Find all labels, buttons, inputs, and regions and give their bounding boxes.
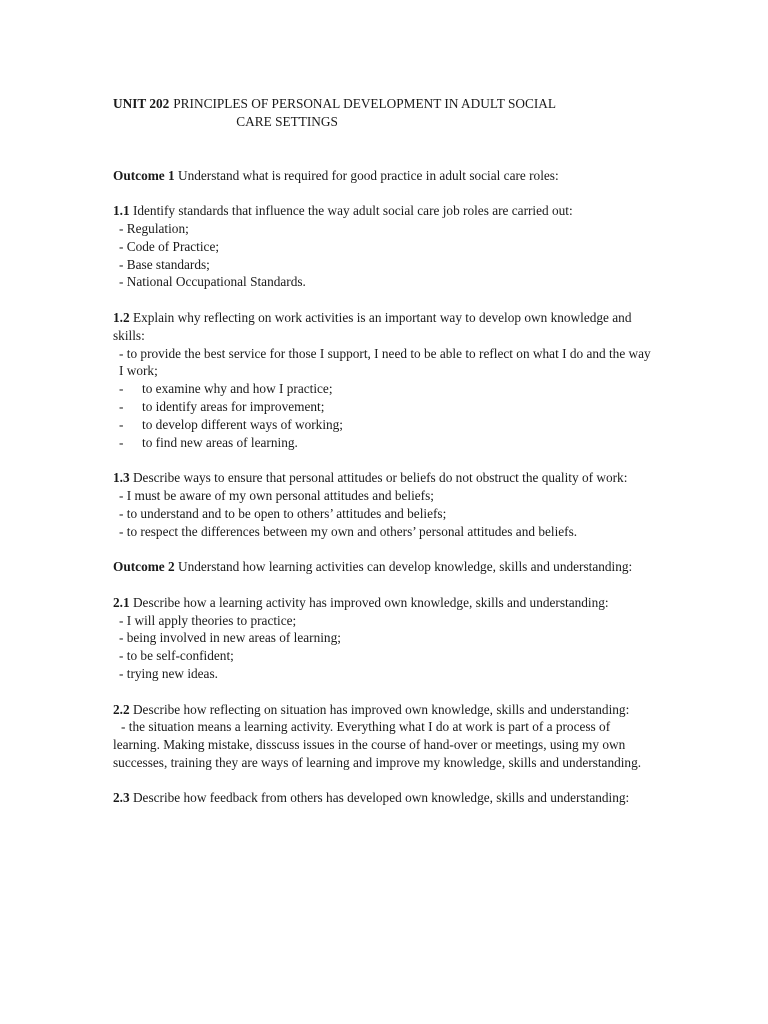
section-1-3-number: 1.3 — [113, 470, 130, 486]
unit-title — [113, 95, 653, 131]
list-item: - trying new ideas. — [119, 665, 218, 681]
outcome-1-text: Understand what is required for good practice in adult social care roles: — [178, 167, 559, 183]
unit-code: UNIT 202 — [113, 96, 170, 111]
outcome-2-label: Outcome 2 — [113, 559, 175, 575]
section-2-2-text: Describe how reflecting on situation has improved own knowledge, skills and understanding: — [132, 701, 630, 717]
list-item: - to understand and to be open to others’ attitudes and beliefs; — [119, 505, 447, 521]
unit-title-line2: CARE SETTINGS — [236, 113, 338, 129]
list-item: - being involved in new areas of learning; — [119, 630, 341, 646]
list-item — [113, 398, 653, 416]
section-1-2-number: 1.2 — [113, 309, 130, 325]
outcome-2-heading — [113, 558, 653, 576]
list-item-text: to examine why and how I practice; — [142, 381, 333, 397]
list-item: - Base standards; — [119, 256, 210, 272]
section-1-3 — [113, 469, 653, 540]
section-1-1 — [113, 202, 653, 291]
outcome-1-heading — [113, 167, 653, 185]
section-2-3-number: 2.3 — [113, 790, 130, 806]
section-2-1-number: 2.1 — [113, 594, 130, 610]
section-2-2-number: 2.2 — [113, 701, 130, 717]
document-page — [113, 95, 653, 825]
section-2-2 — [113, 701, 653, 772]
list-item: - Code of Practice; — [119, 238, 220, 254]
section-1-1-number: 1.1 — [113, 203, 130, 219]
list-item: - to respect the differences between my own and others’ personal attitudes and beliefs. — [119, 523, 578, 539]
list-item-text: to identify areas for improvement; — [142, 398, 325, 414]
section-1-1-heading — [113, 202, 653, 220]
unit-title-line1: PRINCIPLES OF PERSONAL DEVELOPMENT IN ADULT SOCIAL — [173, 96, 556, 111]
outcome-2-text: Understand how learning activities can develop knowledge, skills and understanding: — [178, 559, 633, 575]
section-2-1-text: Describe how a learning activity has improved own knowledge, skills and understanding: — [132, 594, 609, 610]
section-2-3-heading — [113, 789, 653, 807]
list-item: - to be self-confident; — [119, 648, 234, 664]
section-1-3-heading — [113, 469, 653, 487]
unit-title-text — [169, 95, 613, 131]
section-2-3-text: Describe how feedback from others has developed own knowledge, skills and understanding: — [132, 790, 630, 806]
list-item-text: to develop different ways of working; — [142, 416, 344, 432]
section-1-2-heading — [113, 309, 653, 345]
outcome-1-label: Outcome 1 — [113, 167, 175, 183]
list-dash: - — [119, 398, 124, 414]
list-item: - I will apply theories to practice; — [119, 612, 297, 628]
list-dash: - — [119, 434, 124, 450]
list-item — [113, 434, 653, 452]
section-2-1-heading — [113, 594, 653, 612]
section-1-2-text: Explain why reflecting on work activities is an important way to develop own knowledge and skills: — [113, 309, 632, 343]
section-1-2-intro: - to provide the best service for those I support, I need to be able to reflect on what I do and the way I work; — [119, 345, 651, 379]
section-2-1 — [113, 594, 653, 683]
list-dash: - — [119, 381, 124, 397]
list-item — [113, 416, 653, 434]
list-item-text: to find new areas of learning. — [142, 434, 298, 450]
list-item: - Regulation; — [119, 220, 189, 236]
list-item: - National Occupational Standards. — [119, 274, 306, 290]
section-2-3 — [113, 789, 653, 807]
section-1-1-text: Identify standards that influence the way adult social care job roles are carried out: — [132, 203, 573, 219]
section-2-2-body: - the situation means a learning activity. Everything what I do at work is part of a process of learning. Making mistake, disscuss issues in the course of hand-over or meetings, using my own successes, training they are ways of learning and improve my knowledge, skills and understanding. — [113, 719, 642, 770]
section-1-2 — [113, 309, 653, 451]
list-item — [113, 380, 653, 398]
list-dash: - — [119, 416, 124, 432]
section-2-2-heading — [113, 701, 653, 719]
section-1-3-text: Describe ways to ensure that personal attitudes or beliefs do not obstruct the quality of work: — [132, 470, 628, 486]
list-item: - I must be aware of my own personal attitudes and beliefs; — [119, 487, 434, 503]
